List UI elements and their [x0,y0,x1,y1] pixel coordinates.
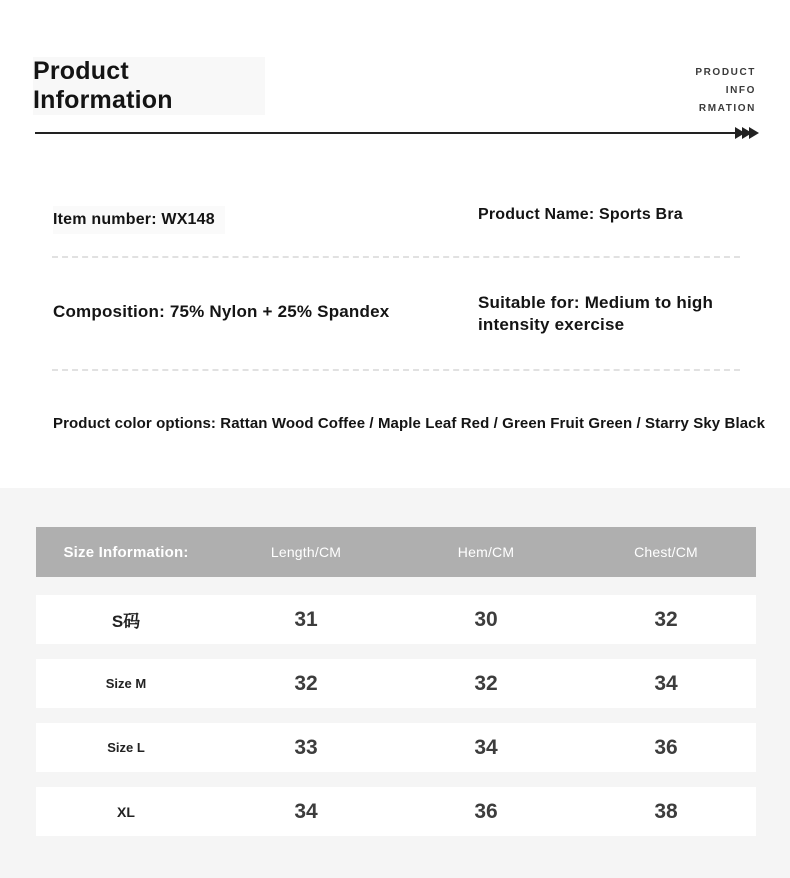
page-title-line1: Product [33,57,129,85]
color-options-text: Product color options: Rattan Wood Coffee / Maple Leaf Red / Green Fruit Green / Starry Sky Black [53,415,766,432]
column-header-hem: Hem/CM [457,544,515,560]
length-value: 34 [294,799,318,823]
column-header-chest: Chest/CM [634,544,698,560]
arrow-icon [749,127,759,139]
size-label: XL [117,803,135,820]
header-divider-line [35,132,740,134]
page-title-line2: Information [33,86,173,114]
corner-watermark-line1: PRODUCT [695,67,756,78]
table-row-size-xl [36,787,756,836]
table-row-size-s [36,595,756,644]
corner-watermark-line3: RMATION [698,103,756,114]
dashed-divider [52,256,740,258]
hem-value: 32 [474,671,498,695]
table-row-size-m [36,659,756,708]
dashed-divider [52,369,740,371]
chest-value: 36 [654,735,678,759]
hem-value: 30 [474,607,498,631]
size-table [36,527,756,836]
chest-value: 32 [654,607,678,631]
chest-value: 38 [654,799,678,823]
size-table-header-row [36,527,756,577]
size-label: Size L [107,740,145,755]
composition-text: Composition: 75% Nylon + 25% Spandex [53,302,390,321]
chest-value: 34 [654,671,678,695]
suitable-for-text: Suitable for: Medium to high intensity exercise [478,293,714,334]
size-label: Size M [105,676,147,691]
hem-value: 34 [474,735,498,759]
size-table-title: Size Information: [63,543,189,561]
corner-watermark-text [695,64,756,118]
length-value: 32 [294,671,318,695]
triple-arrow-icon [738,127,759,139]
corner-watermark-line2: INFO [725,85,756,96]
length-value: 31 [294,607,318,631]
page-title [33,57,265,115]
hem-value: 36 [474,799,498,823]
length-value: 33 [294,735,318,759]
product-name-text: Product Name: Sports Bra [478,206,683,223]
item-number-text: Item number: WX148 [53,206,225,234]
column-header-length: Length/CM [270,544,342,560]
table-row-size-l [36,723,756,772]
size-label: S码 [111,612,141,631]
